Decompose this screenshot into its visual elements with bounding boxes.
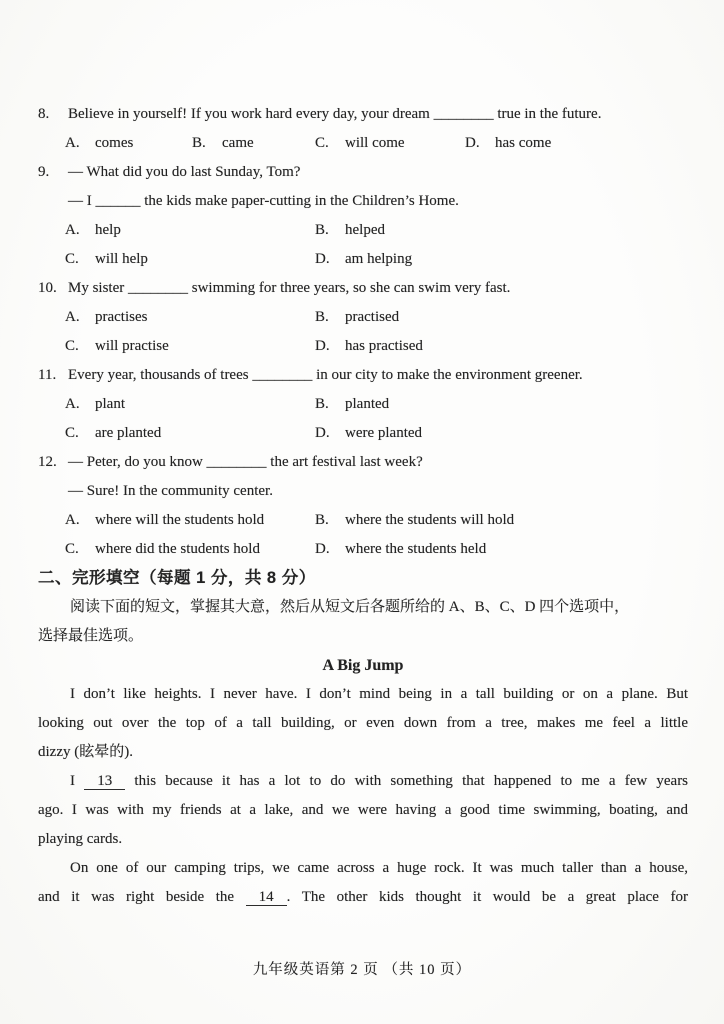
options-row [38,390,688,419]
option-text: comes [95,135,134,151]
option-text: will practise [95,338,169,354]
option-b [315,303,399,332]
options-row [38,245,688,274]
option-a [65,303,315,332]
question-text: — Sure! In the community center. [68,483,273,499]
passage-line: On one of our camping trips, we came across a huge rock. It was much taller than a house, [70,860,688,876]
option-text: where will the students hold [95,512,265,528]
page-content [38,100,688,912]
passage-line: dizzy (眩晕的). [38,744,133,760]
passage-line: looking out over the top of a tall building, or even down from a tree, makes me feel a little [38,715,688,731]
section-instruction-line: 选择最佳选项。 [38,628,144,644]
option-b [315,216,385,245]
option-label: B. [192,135,206,151]
options-row [38,419,688,448]
question-12 [38,448,688,564]
option-text: planted [345,396,390,412]
option-label: A. [65,309,80,325]
option-label: D. [315,251,330,267]
option-label: A. [65,135,80,151]
option-text: were planted [345,425,423,441]
option-label: C. [65,338,79,354]
question-line-2 [38,477,688,506]
option-label: B. [315,512,329,528]
option-text: has come [495,135,552,151]
options-row [38,216,688,245]
page-footer: 九年级英语第 2 页 （共 10 页） [252,962,472,978]
option-label: B. [315,222,329,238]
passage-line-with-blank [38,767,688,796]
option-d [465,129,551,158]
options-row [38,303,688,332]
question-number: 10. [38,280,57,296]
passage-text: . The other kids thought it would be a great place for [286,889,689,905]
option-b [192,129,315,158]
option-a [65,129,192,158]
section-heading: 二、完形填空（每题 1 分，共 8 分） [38,569,316,587]
question-text: — What did you do last Sunday, Tom? [68,164,301,180]
passage-title: A Big Jump [322,657,404,674]
question-line [38,158,688,187]
passage-text: I [70,773,75,789]
passage-text: this because it has a lot to do with something that happened to me a few years [134,773,689,789]
question-text: Every year, thousands of trees ________ in our city to make the environment greener. [68,367,583,383]
cloze-blank-13: 13 [84,773,125,790]
option-c [65,245,315,274]
option-label: A. [65,396,80,412]
question-number: 9. [38,164,50,180]
question-11 [38,361,688,448]
question-number: 8. [38,106,50,122]
option-label: D. [315,541,330,557]
passage-line: playing cards. [38,831,123,847]
option-label: A. [65,512,80,528]
option-label: C. [65,541,79,557]
option-label: D. [315,425,330,441]
option-text: where did the students hold [95,541,260,557]
question-line [38,100,688,129]
question-9 [38,158,688,274]
option-label: C. [65,251,79,267]
passage-text: and it was right beside the [38,889,235,905]
option-a [65,390,315,419]
question-line [38,448,688,477]
option-c [65,332,315,361]
option-text: has practised [345,338,423,354]
option-label: B. [315,396,329,412]
question-text: My sister ________ swimming for three years, so she can swim very fast. [68,280,511,296]
option-a [65,506,315,535]
option-c [65,535,315,564]
option-d [315,332,423,361]
option-b [315,390,389,419]
option-text: are planted [95,425,162,441]
option-label: B. [315,309,329,325]
option-label: A. [65,222,80,238]
question-10 [38,274,688,361]
options-row [38,129,688,158]
section-instruction-line: 阅读下面的短文，掌握其大意，然后从短文后各题所给的 A、B、C、D 四个选项中， [70,599,630,615]
passage-line: ago. I was with my friends at a lake, and we were having a good time swimming, boating, and [38,802,688,818]
option-text: practises [95,309,148,325]
question-line-2 [38,187,688,216]
options-row [38,506,688,535]
option-label: C. [65,425,79,441]
option-text: am helping [345,251,413,267]
option-text: where the students held [345,541,487,557]
question-number: 11. [38,367,57,383]
question-line [38,361,688,390]
option-text: where the students will hold [345,512,515,528]
option-text: help [95,222,121,238]
option-d [315,535,486,564]
options-row [38,332,688,361]
passage-line-with-blank [38,883,688,912]
cloze-blank-14: 14 [246,889,287,906]
option-d [315,419,422,448]
option-text: will come [345,135,405,151]
question-number: 12. [38,454,57,470]
option-label: D. [465,135,480,151]
options-row [38,535,688,564]
option-label: D. [315,338,330,354]
option-c [65,419,315,448]
option-a [65,216,315,245]
question-text: Believe in yourself! If you work hard every day, your dream ________ true in the future. [68,106,602,122]
option-d [315,245,412,274]
question-8 [38,100,688,158]
option-b [315,506,514,535]
option-label: C. [315,135,329,151]
option-c [315,129,465,158]
passage-line: I don’t like heights. I never have. I don’t mind being in a tall building or on a plane. But [70,686,688,702]
option-text: will help [95,251,148,267]
option-text: helped [345,222,385,238]
question-text: — Peter, do you know ________ the art festival last week? [68,454,423,470]
question-line [38,274,688,303]
question-text: — I ______ the kids make paper-cutting in the Children’s Home. [68,193,459,209]
option-text: plant [95,396,125,412]
option-text: practised [345,309,400,325]
option-text: came [222,135,254,151]
